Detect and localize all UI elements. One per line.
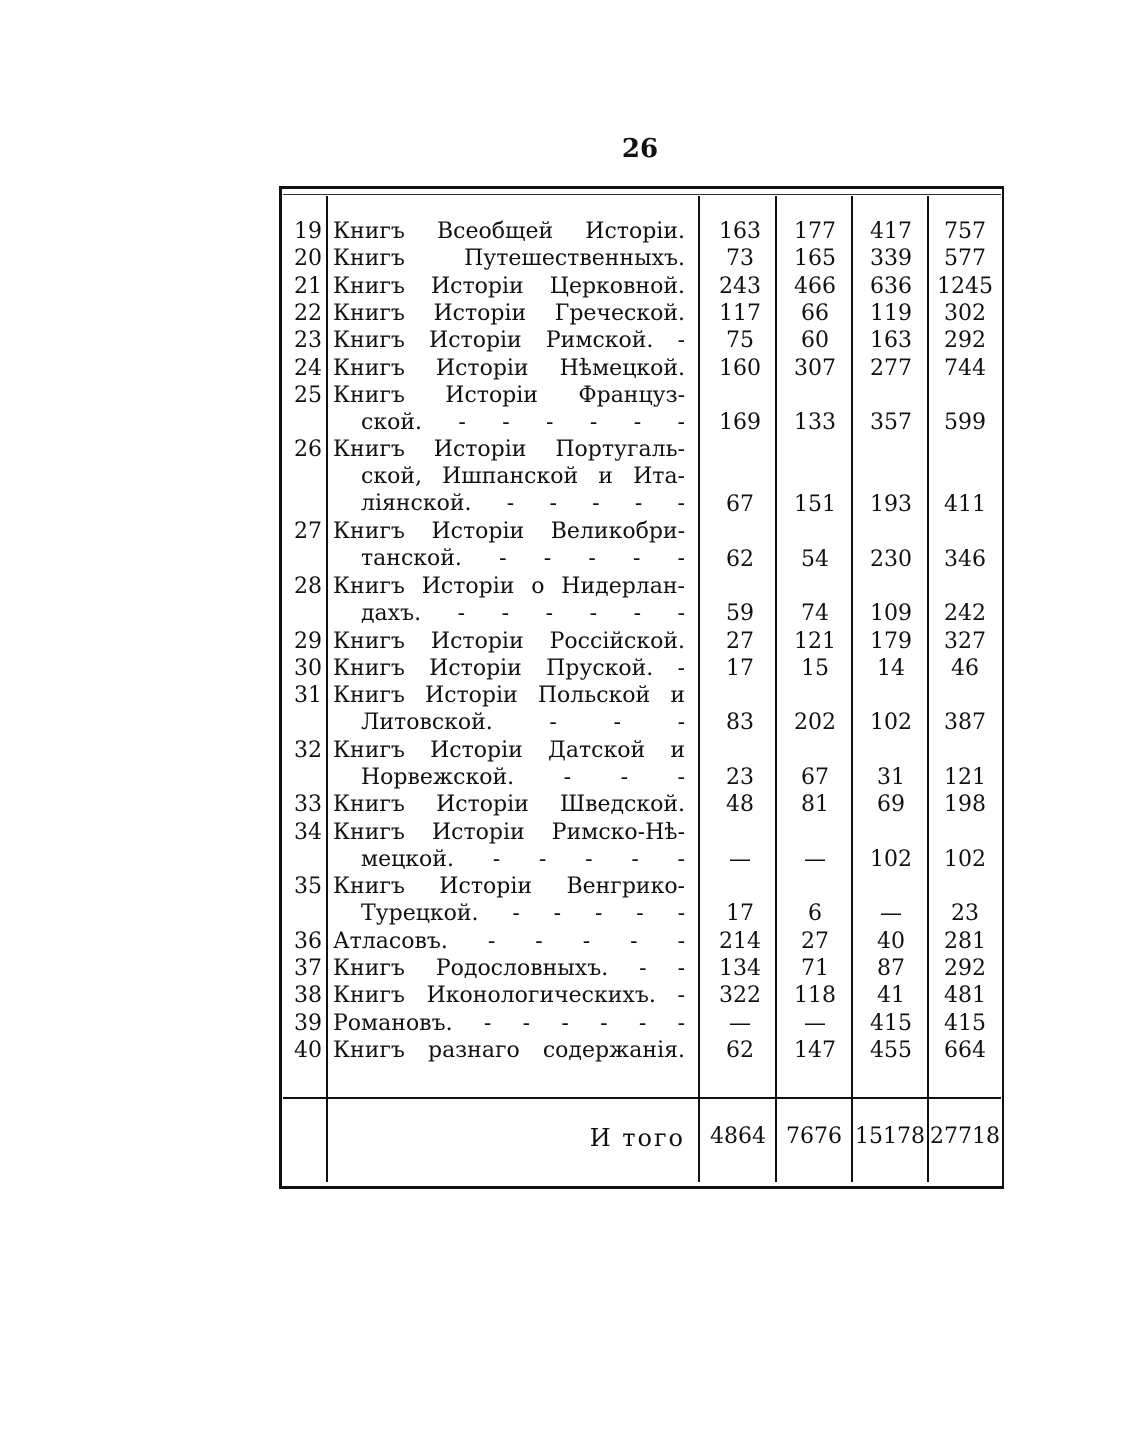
row-value-v4: 346: [944, 546, 986, 572]
row-title: [333, 436, 685, 517]
table-row: [0, 1010, 1140, 1037]
total-rule: [283, 1097, 1001, 1099]
total-label: И того: [589, 1124, 685, 1152]
row-title: [333, 218, 685, 245]
total-v3: 15178: [855, 1124, 925, 1149]
row-value-v2: —: [804, 846, 826, 872]
row-title-line: ской. - - - - - -: [361, 409, 685, 435]
row-title: [333, 300, 685, 327]
row-value-v4: 121: [944, 764, 986, 790]
row-value-v1: 23: [726, 764, 754, 790]
row-value-v1: 243: [719, 273, 761, 299]
row-value-v2: 15: [801, 655, 829, 681]
row-value-v1: 75: [726, 328, 754, 354]
row-number: 19: [294, 219, 322, 244]
row-value-v4: 664: [944, 1038, 986, 1063]
row-value-v4: 387: [944, 710, 986, 736]
row-value-v4: 757: [944, 219, 986, 244]
table-row: [0, 273, 1140, 300]
row-value-v2: —: [804, 1010, 826, 1036]
row-title-line: Книгъ Исторіи Греческой.: [333, 300, 685, 326]
row-value-v1: —: [729, 846, 751, 872]
row-value-v2: 60: [801, 328, 829, 354]
row-value-v3: 31: [877, 764, 905, 790]
row-number: 29: [294, 628, 322, 654]
row-title-line: Книгъ Исторіи Шведской.: [333, 792, 685, 818]
row-title: [333, 273, 685, 300]
row-value-v2: 27: [801, 928, 829, 954]
row-title: [333, 737, 685, 791]
row-value-v2: 67: [801, 764, 829, 790]
row-title-line: танской. - - - - -: [361, 546, 685, 572]
row-value-v3: 109: [870, 601, 912, 627]
table-row: [0, 436, 1140, 518]
table-row: [0, 737, 1140, 792]
table-row: [0, 355, 1140, 382]
table-row: [0, 1037, 1140, 1064]
row-value-v3: 636: [870, 273, 912, 299]
row-value-v3: —: [880, 901, 902, 927]
row-title: [333, 628, 685, 655]
row-value-v2: 165: [794, 246, 836, 272]
row-value-v3: 417: [870, 219, 912, 244]
row-title: [333, 873, 685, 927]
row-title: [333, 382, 685, 436]
row-title-line: Книгъ Исторіи Венгрико-: [333, 874, 685, 900]
row-title-line: Литовской. - - -: [361, 710, 685, 736]
row-number: 40: [294, 1038, 322, 1063]
row-value-v4: 46: [951, 655, 979, 681]
row-value-v1: 73: [726, 246, 754, 272]
row-value-v3: 415: [870, 1010, 912, 1036]
row-value-v4: 242: [944, 601, 986, 627]
row-title-line: мецкой. - - - - -: [361, 846, 685, 872]
row-value-v4: 302: [944, 300, 986, 326]
row-number: 32: [294, 737, 322, 763]
table-row: [0, 982, 1140, 1009]
row-number: 20: [294, 246, 322, 272]
row-value-v4: 292: [944, 956, 986, 982]
row-title-line: ской, Ишпанской и Ита-: [361, 464, 685, 490]
row-value-v1: 62: [726, 546, 754, 572]
row-value-v2: 307: [794, 355, 836, 381]
row-value-v4: 102: [944, 846, 986, 872]
row-value-v3: 179: [870, 628, 912, 654]
row-value-v2: 6: [808, 901, 822, 927]
row-value-v2: 177: [794, 219, 836, 244]
row-title: [333, 819, 685, 873]
row-number: 31: [294, 683, 322, 709]
row-number: 30: [294, 655, 322, 681]
row-value-v3: 230: [870, 546, 912, 572]
row-value-v2: 151: [794, 491, 836, 517]
row-title: [333, 791, 685, 818]
row-title-line: Книгъ Иконологическихъ. -: [333, 983, 685, 1009]
row-title: [333, 682, 685, 736]
row-value-v1: 17: [726, 655, 754, 681]
row-value-v1: 17: [726, 901, 754, 927]
row-number: 21: [294, 273, 322, 299]
row-title: [333, 518, 685, 572]
row-value-v4: 198: [944, 792, 986, 818]
row-value-v2: 133: [794, 410, 836, 436]
row-title: [333, 955, 685, 982]
row-value-v2: 466: [794, 273, 836, 299]
row-number: 39: [294, 1010, 322, 1036]
row-value-v2: 118: [794, 983, 836, 1009]
row-title-line: Книгъ Путешественныхъ.: [333, 246, 685, 272]
row-value-v2: 54: [801, 546, 829, 572]
row-number: 22: [294, 300, 322, 326]
row-value-v3: 163: [870, 328, 912, 354]
row-title-line: Атласовъ. - - - - -: [333, 928, 685, 954]
row-value-v4: 577: [944, 246, 986, 272]
row-value-v3: 339: [870, 246, 912, 272]
row-title-line: Книгъ Исторіи Церковной.: [333, 273, 685, 299]
row-title-line: Книгъ Исторіи Датской и: [333, 737, 685, 763]
row-value-v1: 48: [726, 792, 754, 818]
row-value-v1: 67: [726, 491, 754, 517]
table-row: [0, 928, 1140, 955]
table-row: [0, 327, 1140, 354]
row-value-v1: 27: [726, 628, 754, 654]
table-row: [0, 518, 1140, 573]
row-value-v2: 74: [801, 601, 829, 627]
row-value-v4: 281: [944, 928, 986, 954]
row-number: 28: [294, 573, 322, 599]
table-row: [0, 955, 1140, 982]
row-value-v2: 81: [801, 792, 829, 818]
row-number: 34: [294, 819, 322, 845]
row-value-v1: 62: [726, 1038, 754, 1063]
row-value-v4: 415: [944, 1010, 986, 1036]
row-title: [333, 355, 685, 382]
row-value-v1: 83: [726, 710, 754, 736]
row-title-line: Книгъ Исторіи Римской. -: [333, 328, 685, 354]
row-value-v3: 40: [877, 928, 905, 954]
row-title-line: Книгъ Исторіи Нѣмецкой.: [333, 355, 685, 381]
row-value-v2: 202: [794, 710, 836, 736]
table-row: [0, 819, 1140, 874]
row-value-v1: 169: [719, 410, 761, 436]
row-value-v4: 599: [944, 410, 986, 436]
total-v1: 4864: [710, 1124, 766, 1149]
row-title-line: ліянской. - - - - -: [361, 491, 685, 517]
page-number: 26: [621, 134, 659, 164]
row-number: 26: [294, 437, 322, 463]
row-value-v4: 744: [944, 355, 986, 381]
row-value-v1: 160: [719, 355, 761, 381]
row-value-v1: 163: [719, 219, 761, 244]
row-number: 33: [294, 792, 322, 818]
row-title-line: Книгъ Исторіи Россійской.: [333, 628, 685, 654]
row-title: [333, 655, 685, 682]
row-value-v2: 121: [794, 628, 836, 654]
row-title-line: Норвежской. - - -: [361, 764, 685, 790]
row-value-v1: 117: [719, 300, 761, 326]
total-v2: 7676: [786, 1124, 842, 1149]
row-number: 23: [294, 328, 322, 354]
row-title-line: Турецкой. - - - - -: [361, 901, 685, 927]
row-value-v3: 102: [870, 846, 912, 872]
total-v4: 27718: [930, 1124, 1000, 1149]
row-value-v3: 41: [877, 983, 905, 1009]
row-title-line: Романовъ. - - - - - -: [333, 1010, 685, 1036]
row-value-v3: 357: [870, 410, 912, 436]
row-title-line: Книгъ Исторіи Великобри-: [333, 519, 685, 545]
row-value-v4: 292: [944, 328, 986, 354]
row-title: [333, 245, 685, 272]
row-title-line: дахъ. - - - - - -: [361, 600, 685, 626]
row-value-v1: 214: [719, 928, 761, 954]
row-value-v3: 14: [877, 655, 905, 681]
row-value-v3: 119: [870, 300, 912, 326]
row-value-v3: 455: [870, 1038, 912, 1063]
row-value-v2: 147: [794, 1038, 836, 1063]
table-row: [0, 382, 1140, 437]
row-value-v3: 102: [870, 710, 912, 736]
row-value-v1: —: [729, 1010, 751, 1036]
table-row: [0, 573, 1140, 628]
row-value-v2: 66: [801, 300, 829, 326]
table-row: [0, 628, 1140, 655]
row-value-v3: 87: [877, 956, 905, 982]
row-title-line: Книгъ Исторіи Француз-: [333, 382, 685, 408]
table-row: [0, 873, 1140, 928]
table-row: [0, 655, 1140, 682]
row-number: 36: [294, 928, 322, 954]
row-value-v4: 1245: [937, 273, 993, 299]
row-value-v4: 327: [944, 628, 986, 654]
row-title: [333, 327, 685, 354]
row-number: 35: [294, 874, 322, 900]
row-number: 37: [294, 956, 322, 982]
row-title-line: Книгъ Родословныхъ. - -: [333, 956, 685, 982]
table-row: [0, 218, 1140, 245]
row-value-v2: 71: [801, 956, 829, 982]
row-title-line: Книгъ Исторіи Португаль-: [333, 437, 685, 463]
row-title-line: Книгъ Всеобщей Исторіи.: [333, 219, 685, 244]
row-title-line: Книгъ разнаго содержанія.: [333, 1038, 685, 1063]
table-inner-rule: [283, 194, 1001, 195]
row-value-v1: 59: [726, 601, 754, 627]
row-value-v4: 481: [944, 983, 986, 1009]
row-number: 38: [294, 983, 322, 1009]
table-row: [0, 791, 1140, 818]
row-title-line: Книгъ Исторіи Римско-Нѣ-: [333, 819, 685, 845]
row-title: [333, 1010, 685, 1037]
table-row: [0, 300, 1140, 327]
row-number: 25: [294, 382, 322, 408]
row-title: [333, 982, 685, 1009]
row-title-line: Книгъ Исторіи Пруской. -: [333, 655, 685, 681]
row-number: 24: [294, 355, 322, 381]
row-title: [333, 928, 685, 955]
row-title: [333, 1037, 685, 1064]
row-value-v3: 277: [870, 355, 912, 381]
row-title-line: Книгъ Исторіи о Нидерлан-: [333, 573, 685, 599]
row-number: 27: [294, 519, 322, 545]
row-title-line: Книгъ Исторіи Польской и: [333, 683, 685, 709]
row-title: [333, 573, 685, 627]
row-value-v4: 411: [944, 491, 986, 517]
row-value-v4: 23: [951, 901, 979, 927]
row-value-v1: 322: [719, 983, 761, 1009]
table-row: [0, 245, 1140, 272]
row-value-v3: 69: [877, 792, 905, 818]
row-value-v1: 134: [719, 956, 761, 982]
row-value-v3: 193: [870, 491, 912, 517]
table-row: [0, 682, 1140, 737]
